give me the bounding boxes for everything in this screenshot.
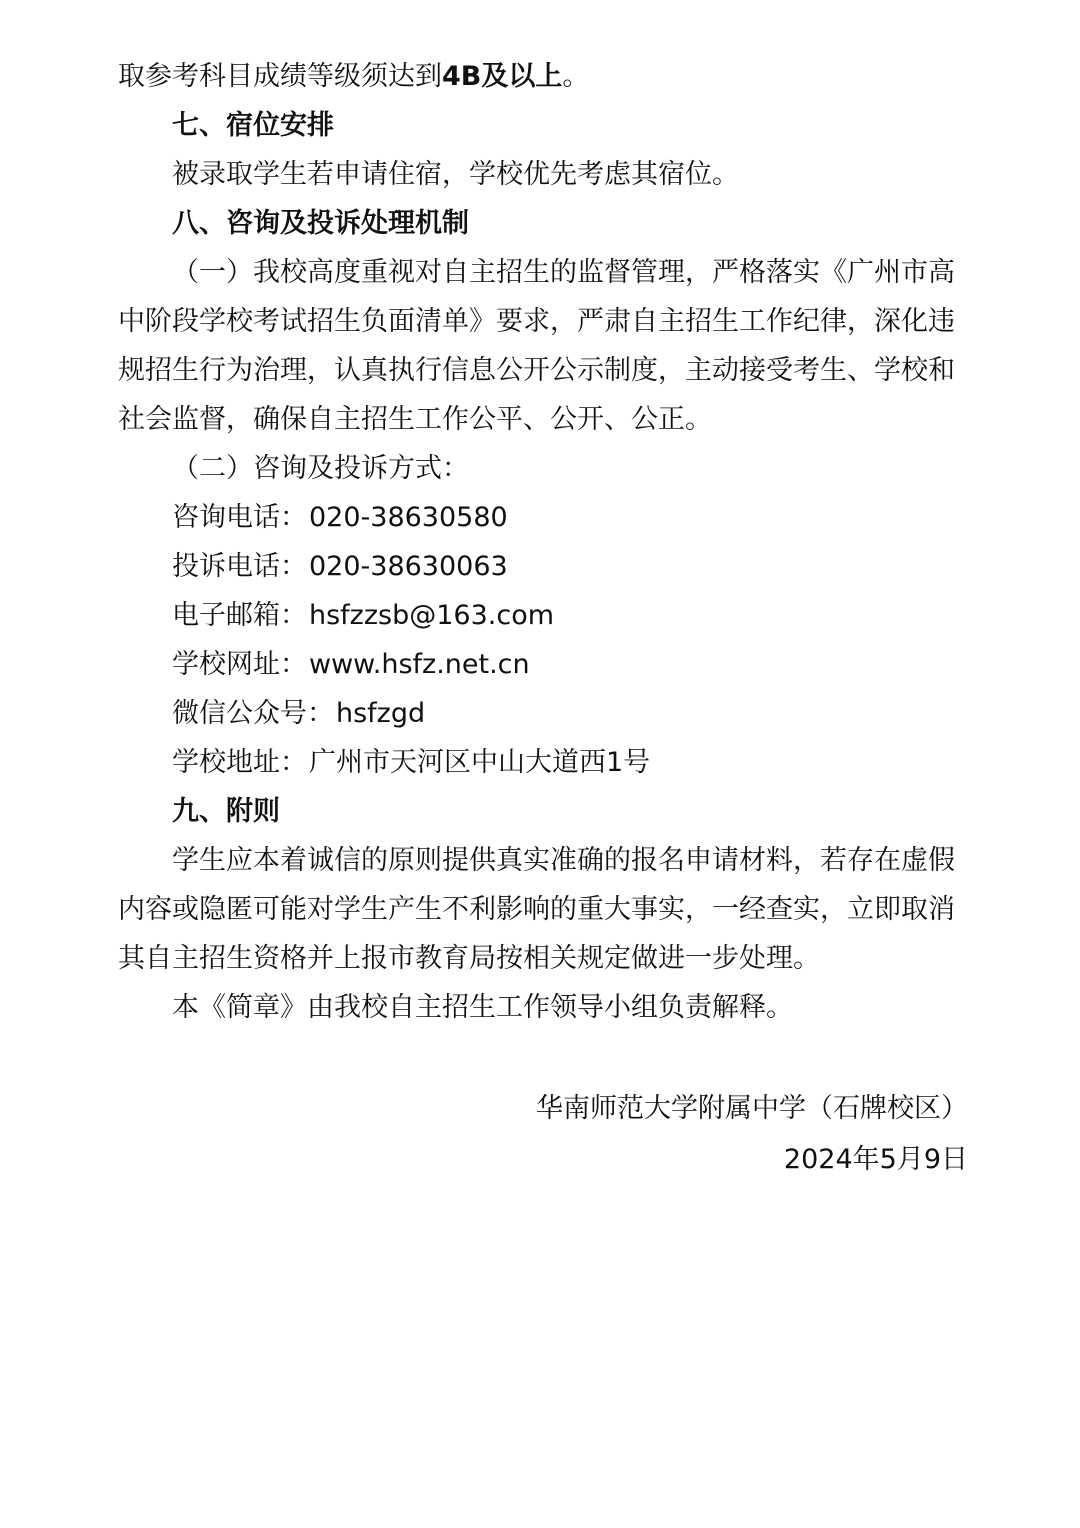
section8-para1-line-4: 社会监督，确保自主招生工作公平、公开、公正。: [118, 404, 712, 435]
contact-label: 咨询电话：: [172, 502, 307, 533]
section6-tail-line: [118, 52, 970, 101]
section8-para1-line-2: 中阶段学校考试招生负面清单》要求，严肃自主招生工作纪律，深化违: [118, 306, 955, 337]
contact-complaint-phone: [118, 542, 970, 591]
section6-tail-end: 。: [562, 61, 590, 92]
section7-heading: 七、宿位安排: [172, 110, 334, 141]
contact-value: www.hsfz.net.cn: [309, 649, 530, 680]
contact-value: 广州市天河区中山大道西1号: [309, 747, 651, 778]
contact-label: 学校网址：: [172, 649, 307, 680]
contact-label: 微信公众号：: [172, 698, 334, 729]
contact-value: hsfzzsb@163.com: [309, 600, 555, 631]
document-body: [118, 52, 970, 1032]
contact-website: [118, 640, 970, 689]
contact-consult-phone: [118, 493, 970, 542]
contact-label: 学校地址：: [172, 747, 307, 778]
section9-para-line-1: 学生应本着诚信的原则提供真实准确的报名申请材料，若存在虚假: [172, 845, 955, 876]
contact-value: 020-38630063: [309, 551, 508, 582]
contact-email: [118, 591, 970, 640]
signature-date: 2024年5月9日: [783, 1144, 968, 1175]
section6-tail-bold: 4B及以上: [442, 61, 563, 92]
contact-wechat: [118, 689, 970, 738]
contact-value: 020-38630580: [309, 502, 508, 533]
section8-para1-line-3: 规招生行为治理，认真执行信息公开公示制度，主动接受考生、学校和: [118, 355, 955, 386]
contact-value: hsfzgd: [336, 698, 426, 729]
contact-label: 投诉电话：: [172, 551, 307, 582]
section9-para-line-3: 其自主招生资格并上报市教育局按相关规定做进一步处理。: [118, 943, 820, 974]
contact-address: [118, 738, 970, 787]
section9-closing: 本《简章》由我校自主招生工作领导小组负责解释。: [172, 992, 793, 1023]
section8-para2-title: （二）咨询及投诉方式：: [172, 453, 469, 484]
contact-label: 电子邮箱：: [172, 600, 307, 631]
signature-block: [536, 1083, 968, 1185]
signature-school: 华南师范大学附属中学（石牌校区）: [536, 1093, 968, 1124]
section6-tail-text: 取参考科目成绩等级须达到: [118, 61, 442, 92]
section8-heading: 八、咨询及投诉处理机制: [172, 208, 469, 239]
section9-heading: 九、附则: [172, 796, 280, 827]
section8-para1-line-1: （一）我校高度重视对自主招生的监督管理，严格落实《广州市高: [172, 257, 955, 288]
section9-para-line-2: 内容或隐匿可能对学生产生不利影响的重大事实，一经查实，立即取消: [118, 894, 955, 925]
section7-body: 被录取学生若申请住宿，学校优先考虑其宿位。: [172, 159, 739, 190]
